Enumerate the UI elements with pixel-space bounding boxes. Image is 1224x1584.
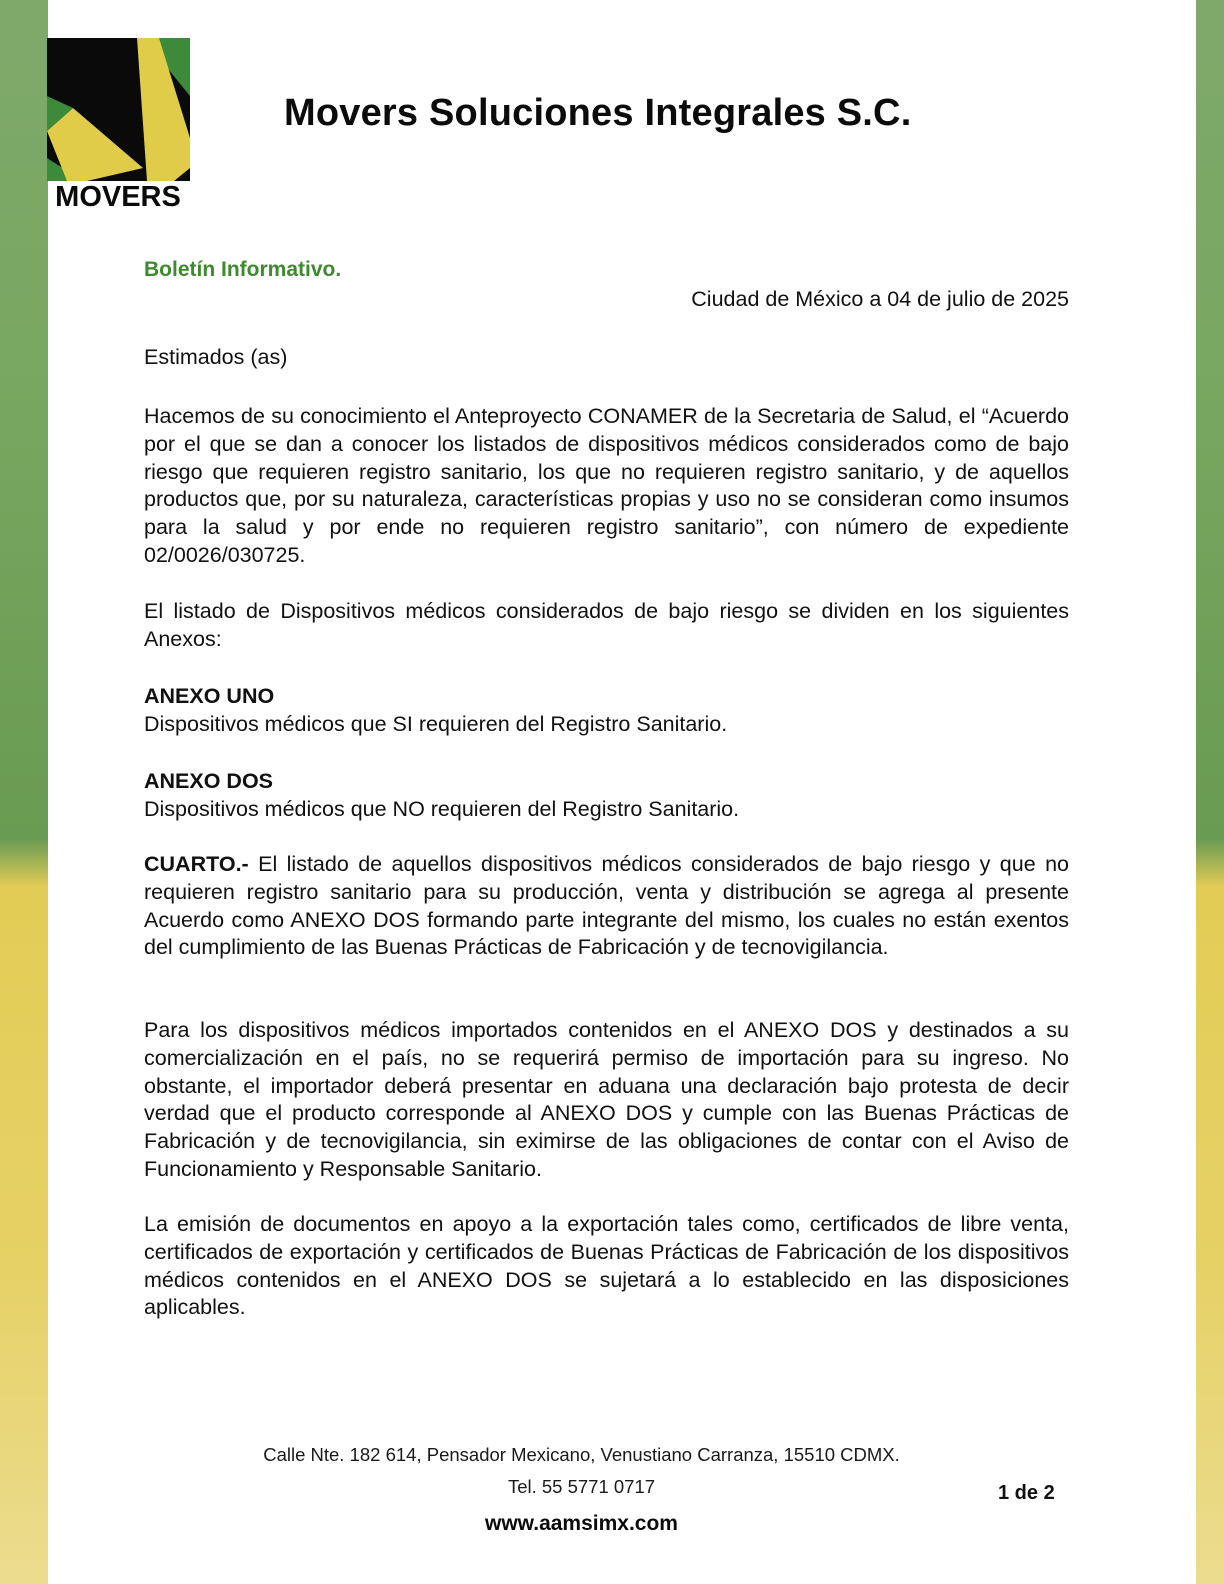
paragraph-exports (144, 1211, 1069, 1322)
greeting: Estimados (as) (144, 345, 288, 369)
annex-one (144, 683, 1069, 739)
date-line: Ciudad de México a 04 de julio de 2025 (691, 287, 1069, 311)
company-name: Movers Soluciones Integrales S.C. (284, 92, 912, 134)
footer-website-link[interactable]: www.aamsimx.com (485, 1512, 678, 1535)
logo-text: MOVERS (55, 181, 181, 210)
right-decorative-band (1196, 0, 1224, 1584)
paragraph-text: El listado de Dispositivos médicos considerados de bajo riesgo se dividen en los siguientes Anexos: (144, 599, 1069, 651)
annex-one-title: ANEXO UNO (144, 684, 275, 708)
paragraph-text: La emisión de documentos en apoyo a la exportación tales como, certificados de libre venta, certificados de exportación y certificados de Buenas Prácticas de Fabricación de los dispositivos médicos contenidos en el ANEXO DOS se sujetará a lo establecido en las disposiciones aplicables. (144, 1212, 1069, 1320)
paragraph-annex-list (144, 598, 1069, 654)
paragraph-text: Para los dispositivos médicos importados contenidos en el ANEXO DOS y destinados a su comercialización en el país, no se requerirá permiso de importación para su ingreso. No obstante, el importador deberá presentar en aduana una declaración bajo protesta de decir verdad que el producto corresponde al ANEXO DOS y cumple con las Buenas Prácticas de Fabricación y de tecnovigilancia, sin eximirse de las obligaciones de contar con el Aviso de Funcionamiento y Responsable Sanitario. (144, 1018, 1069, 1181)
annex-two-text: Dispositivos médicos que NO requieren del Registro Sanitario. (144, 796, 740, 821)
bulletin-title: Boletín Informativo. (144, 258, 342, 281)
annex-one-text: Dispositivos médicos que SI requieren del Registro Sanitario. (144, 711, 728, 736)
paragraph-text: Hacemos de su conocimiento el Anteproyecto CONAMER de la Secretaria de Salud, el “Acuerdo por el que se dan a conocer los listados de dispositivos médicos considerados como de bajo riesgo que requieren registro sanitario, los que no requieren registro sanitario, y de aquellos productos que, por su naturaleza, características propias y uso no se consideran como insumos para la salud y por ende no requieren registro sanitario”, con número de expediente 02/0026/030725. (144, 404, 1069, 567)
left-decorative-band (0, 0, 48, 1584)
cuarto-lead: CUARTO.- (144, 852, 249, 876)
movers-logo (47, 38, 190, 210)
paragraph-cuarto (144, 851, 1069, 962)
annex-two (144, 768, 1069, 824)
paragraph-imports (144, 1017, 1069, 1184)
cuarto-text: El listado de aquellos dispositivos médicos considerados de bajo riesgo y que no requieren registro sanitario para su producción, venta y distribución se agrega al presente Acuerdo como ANEXO DOS formando parte integrante del mismo, los cuales no están exentos del cumplimiento de las Buenas Prácticas de Fabricación y de tecnovigilancia. (144, 852, 1069, 960)
footer-phone: Tel. 55 5771 0717 (507, 1476, 656, 1497)
page-number: 1 de 2 (998, 1482, 1055, 1504)
footer-address: Calle Nte. 182 614, Pensador Mexicano, Venustiano Carranza, 15510 CDMX. (263, 1444, 900, 1465)
paragraph-intro (144, 403, 1069, 570)
annex-two-title: ANEXO DOS (144, 769, 274, 793)
